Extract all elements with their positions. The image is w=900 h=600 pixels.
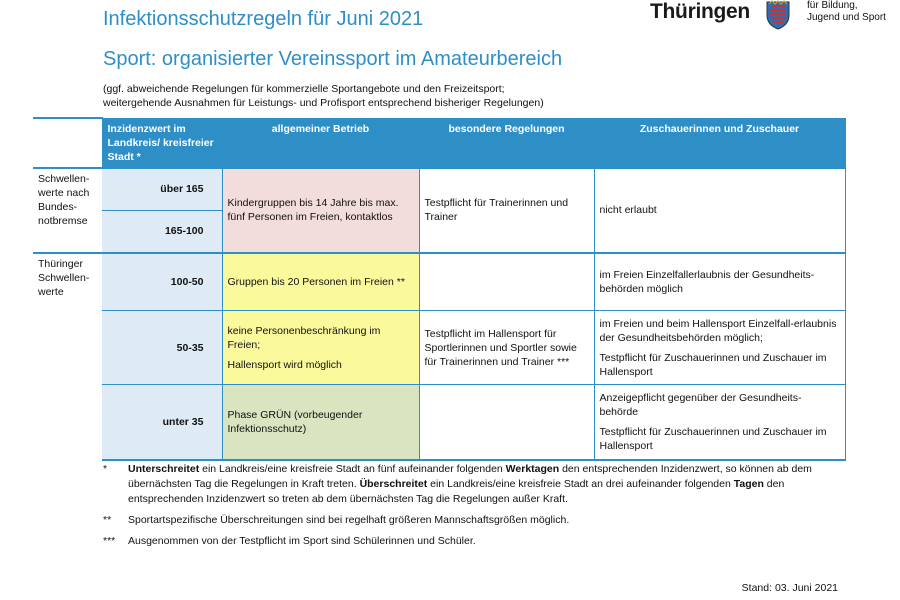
intro-note-line-2: weitergehende Ausnahmen für Leistungs- und Profisport entsprechend bisheriger Regelungen)	[103, 97, 544, 109]
page-subtitle: Sport: organisierter Vereinssport im Amateurbereich	[103, 48, 563, 70]
header-inzidenzwert: Inzidenzwert im Landkreis/ kreisfreier Stadt *	[102, 118, 222, 168]
footnote-text: Sportartspezifische Überschreitungen sind bei regelhaft größeren Mannschaftsgrößen möglich.	[128, 514, 570, 526]
thueringen-logo	[650, 0, 900, 34]
inzidenz-unter-35: unter 35	[102, 385, 222, 460]
zuschauer-text-1: Anzeigepflicht gegenüber der Gesundheits-behörde	[599, 391, 802, 418]
regelungen-cell: Testpflicht im Hallensport für Sportlerinnen und Sportler sowie für Trainerinnen und Trainer ***	[419, 311, 594, 385]
footnote-3	[103, 534, 843, 549]
zuschauer-text-2: Testpflicht für Zuschauerinnen und Zuschauer im Hallensport	[599, 351, 827, 378]
logo-dept-line-2: Jugend und Sport	[807, 12, 886, 23]
footnote-text: den entsprechenden Inzidenzwert so treten ab dem übernächsten Tag die Regelungen außer Kraft.	[128, 478, 785, 505]
table-row	[33, 385, 845, 460]
footnote-bold: Unterschreitet	[128, 463, 200, 475]
footnote-text: ein Landkreis/eine kreisfreie Stadt an drei aufeinander folgenden	[427, 478, 734, 490]
footnote-text: den entsprechenden Inzidenzwert, so können ab dem übernächsten Tag die Regelungen in Kraft treten.	[128, 463, 812, 490]
logo-department	[807, 0, 886, 24]
footnote-text: Ausgenommen von der Testpflicht im Sport sind Schülerinnen und Schüler.	[128, 535, 476, 547]
logo-name: Thüringen	[650, 0, 750, 23]
logo-dept-line-1: für Bildung,	[807, 0, 858, 11]
zuschauer-text-1: im Freien und beim Hallensport Einzelfall-erlaubnis der Gesundheitsbehörden möglich;	[599, 317, 837, 344]
table-row	[33, 253, 845, 311]
thueringen-crest-icon	[763, 0, 793, 30]
footnote-marker: *	[103, 463, 108, 475]
footnote-1	[103, 462, 843, 507]
group-thueringer-schwellenwerte: Thüringer Schwellen-werte	[33, 253, 102, 460]
footnote-bold: Werktagen	[505, 463, 560, 475]
zuschauer-cell: nicht erlaubt	[594, 168, 845, 253]
footnote-marker: ***	[103, 535, 116, 547]
betrieb-text-1: keine Personenbeschränkung im Freien;	[227, 324, 381, 351]
inzidenz-165-100: 165-100	[102, 211, 222, 253]
inzidenz-ueber-165: über 165	[102, 168, 222, 211]
group-bundesnotbremse: Schwellen-werte nach Bundes-notbremse	[33, 168, 102, 253]
stand-date: Stand: 03. Juni 2021	[741, 582, 838, 594]
intro-note-line-1: (ggf. abweichende Regelungen für kommerzielle Sportangebote und den Freizeitsport;	[103, 83, 505, 95]
zuschauer-cell	[594, 385, 845, 460]
betrieb-cell: Gruppen bis 20 Personen im Freien **	[222, 253, 419, 311]
footnote-bold: Überschreitet	[359, 478, 428, 490]
betrieb-cell: Phase GRÜN (vorbeugender Infektionsschutz)	[222, 385, 419, 460]
footnote-2	[103, 513, 843, 528]
header-besondere-regelungen: besondere Regelungen	[419, 118, 594, 168]
betrieb-text-2: Hallensport wird möglich	[227, 358, 342, 371]
header-zuschauer: Zuschauerinnen und Zuschauer	[594, 118, 845, 168]
table-row	[33, 168, 845, 211]
rules-table	[33, 117, 846, 461]
regelungen-cell	[419, 253, 594, 311]
header-allgemeiner-betrieb: allgemeiner Betrieb	[222, 118, 419, 168]
table-header-row	[33, 118, 845, 168]
footnote-bold: Tagen	[733, 478, 764, 490]
inzidenz-100-50: 100-50	[102, 253, 222, 311]
regelungen-cell: Testpflicht für Trainerinnen und Trainer	[419, 168, 594, 253]
footnote-marker: **	[103, 514, 112, 526]
zuschauer-cell: im Freien Einzelfallerlaubnis der Gesundheits-behörden möglich	[594, 253, 845, 311]
table-row	[33, 311, 845, 385]
page-title: Infektionsschutzregeln für Juni 2021	[103, 8, 424, 30]
zuschauer-text-2: Testpflicht für Zuschauerinnen und Zuschauer im Hallensport	[599, 425, 827, 452]
footnote-text: ein Landkreis/eine kreisfreie Stadt an fünf aufeinander folgenden	[199, 463, 506, 475]
footnotes	[103, 462, 843, 555]
betrieb-cell: Kindergruppen bis 14 Jahre bis max. fünf Personen im Freien, kontaktlos	[222, 168, 419, 253]
betrieb-cell	[222, 311, 419, 385]
regelungen-cell	[419, 385, 594, 460]
header-spacer	[33, 118, 102, 168]
inzidenz-50-35: 50-35	[102, 311, 222, 385]
zuschauer-cell	[594, 311, 845, 385]
intro-note	[103, 82, 544, 110]
